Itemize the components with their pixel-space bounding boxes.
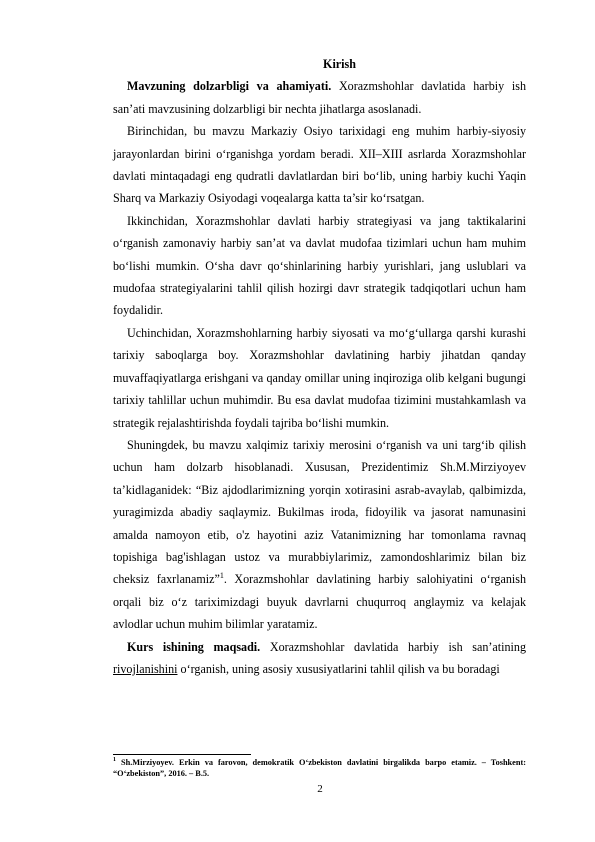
- paragraph-firstly: Birinchidan, bu mavzu Markaziy Osiyo tarixidagi eng muhim harbiy-siyosiy jarayonlardan birini o‘rganishga yordam beradi. XII–XIII asrlarda Xorazmshohlar davlati mintaqadagi eng qudratli davlatlardan biri bo‘lib, uning harbiy kuchi Yaqin Sharq va Markaziy Osiyodagi voqealarga katta ta’sir ko‘rsatgan.: [113, 124, 526, 206]
- paragraph-relevance: [113, 75, 526, 120]
- goal-underlined: rivojlanishini: [113, 661, 178, 676]
- footnote-text: Sh.Mirziyoyev. Erkin va farovon, demokratik O‘zbekiston davlatini birgalikda barpo etamiz. – Toshkent: “O‘zbekiston”, 2016. – B.5.: [113, 758, 526, 778]
- footnote-divider: [113, 754, 251, 755]
- paragraph-goal: [113, 636, 526, 681]
- relevance-lead: Mavzuning dolzarbligi va ahamiyati.: [127, 79, 332, 94]
- footnote-reference[interactable]: 1: [219, 571, 224, 581]
- relevance-text: Xorazmshohlar davlatida harbiy ish san’ati mavzusining dolzarbligi bir nechta jihatlarga asoslanadi.: [113, 79, 526, 116]
- footnote-number: 1: [113, 757, 116, 764]
- paragraph-also: [113, 434, 526, 636]
- body-text: [113, 53, 526, 680]
- goal-text-before: Xorazmshohlar davlatida harbiy ish san’atining: [260, 639, 526, 654]
- quote-tail: . Xorazmshohlar davlatining harbiy salohiyatini o‘rganish orqali biz o‘z tariximizdagi buyuk davrlarni chuqurroq anglaymiz va kelajak avlodlar uchun muhim bilimlar yaratamiz.: [113, 572, 526, 632]
- paragraph-thirdly: Uchinchidan, Xorazmshohlarning harbiy siyosati va mo‘g‘ullarga qarshi kurashi tarixiy saboqlarga boy. Xorazmshohlar davlatining harbiy jihatdan qanday muvaffaqiyatlarga erishgani va qanday omillar uning inqiroziga olib kelgani bugungi tarixiy tahlillar uchun muhimdir. Bu esa davlat mudofaa tizimini mustahkamlash va strategik rejalashtirishda foydali tajriba bo‘lishi mumkin.: [113, 325, 526, 430]
- footnote: [113, 757, 526, 779]
- section-heading: Kirish: [323, 57, 356, 71]
- goal-lead: Kurs ishining maqsadi.: [127, 639, 261, 654]
- page-number: 2: [317, 783, 323, 795]
- goal-text-after: o‘rganish, uning asosiy xususiyatlarini tahlil qilish va bu boradagi: [177, 661, 500, 676]
- quote-text: Shuningdek, bu mavzu xalqimiz tarixiy merosini o‘rganish va uni targ‘ib qilish uchun ham dolzarb hisoblanadi. Xususan, Prezidentimiz Sh.M.Mirziyoyev ta’kidlaganidek: “Biz ajdodlarimizning yorqin xotirasini asrab-avaylab, qalbimizda, yuragimizda abadiy saqlaymiz. Bukilmas iroda, fidoyilik va jasorat namunasini amalda namoyon etib, o'z hayotini aziz Vatanimizning har tomonlama ravnaq topishiga bag'ishlagan ustoz va murabbiylarimiz, zamondoshlarimiz bilan biz cheksiz faxrlanamiz”: [113, 437, 526, 587]
- paragraph-secondly: Ikkinchidan, Xorazmshohlar davlati harbiy strategiyasi va jang taktikalarini o‘rganish zamonaviy harbiy san’at va davlat mudofaa tizimlari uchun ham muhim bo‘lishi mumkin. O‘sha davr qo‘shinlarining harbiy yurishlari, jang uslublari va mudofaa strategiyalarini tahlil qilish hozirgi davr strategik tadqiqotlari uchun ham foydalidir.: [113, 213, 526, 318]
